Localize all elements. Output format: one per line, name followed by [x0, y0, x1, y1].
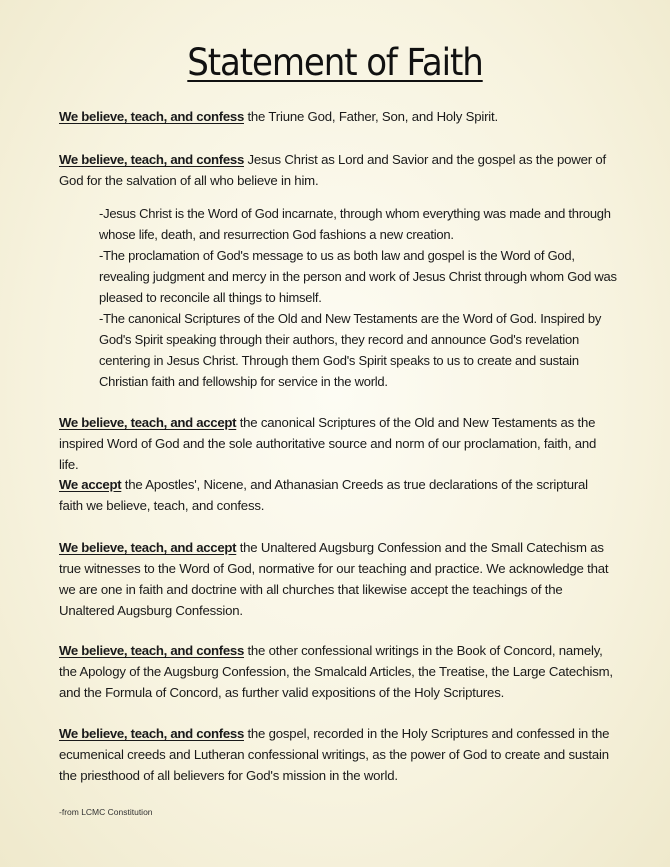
statement-lead: We believe, teach, and accept [59, 540, 237, 555]
sub-points-list [99, 203, 619, 392]
statement-paragraph-6 [59, 640, 614, 703]
statement-paragraph-7 [59, 723, 614, 786]
statement-paragraph-1 [59, 106, 614, 127]
statement-lead: We believe, teach, and confess [59, 726, 244, 741]
statement-text: the Unaltered Augsburg Confession and the Small Catechism as true witnesses to the Word of God, normative for our teaching and practice. We acknowledge that we are one in faith and doctrine with all churches that likewise accept the teachings of the Unaltered Augsburg Confession. [59, 540, 609, 618]
statement-lead: We believe, teach, and confess [59, 109, 244, 124]
statement-text: the gospel, recorded in the Holy Scriptures and confessed in the ecumenical creeds and Lutheran confessional writings, as the power of God to create and sustain the priesthood of all believers for God's mission in the world. [59, 726, 610, 783]
sub-point-1: -Jesus Christ is the Word of God incarnate, through whom everything was made and through whose life, death, and resurrection God fashions a new creation. [99, 206, 611, 242]
statement-text: Jesus Christ as Lord and Savior and the gospel as the power of God for the salvation of all who believe in him. [59, 152, 606, 188]
statement-paragraph-2 [59, 149, 614, 191]
page-title: Statement of Faith [187, 41, 483, 84]
statement-lead: We believe, teach, and confess [59, 152, 244, 167]
statement-paragraph-3 [59, 412, 614, 475]
statement-text: the Triune God, Father, Son, and Holy Spirit. [243, 109, 498, 124]
sub-point-2: -The proclamation of God's message to us as both law and gospel is the Word of God, revealing judgment and mercy in the person and work of Jesus Christ through whom God was pleased to reconcile all things to himself. [99, 248, 617, 305]
statement-text: the Apostles', Nicene, and Athanasian Creeds as true declarations of the scriptural faith we believe, teach, and confess. [59, 477, 588, 513]
statement-paragraph-4 [59, 474, 614, 516]
statement-lead: We accept [59, 477, 122, 492]
source-footnote: -from LCMC Constitution [59, 807, 153, 817]
statement-text: the canonical Scriptures of the Old and New Testaments as the inspired Word of God and the sole authoritative source and norm of our proclamation, faith, and life. [59, 415, 597, 472]
statement-text: the other confessional writings in the Book of Concord, namely, the Apology of the Augsburg Confession, the Smalcald Articles, the Treatise, the Large Catechism, and the Formula of Concord, as further valid expositions of the Holy Scriptures. [59, 643, 613, 700]
statement-paragraph-5 [59, 537, 614, 621]
sub-point-3: -The canonical Scriptures of the Old and New Testaments are the Word of God. Inspired by God's Spirit speaking through their authors, they record and announce God's revelation centering in Jesus Christ. Through them God's Spirit speaks to us to create and sustain Christian faith and fellowship for service in the world. [99, 311, 602, 389]
statement-lead: We believe, teach, and confess [59, 643, 244, 658]
statement-lead: We believe, teach, and accept [59, 415, 237, 430]
